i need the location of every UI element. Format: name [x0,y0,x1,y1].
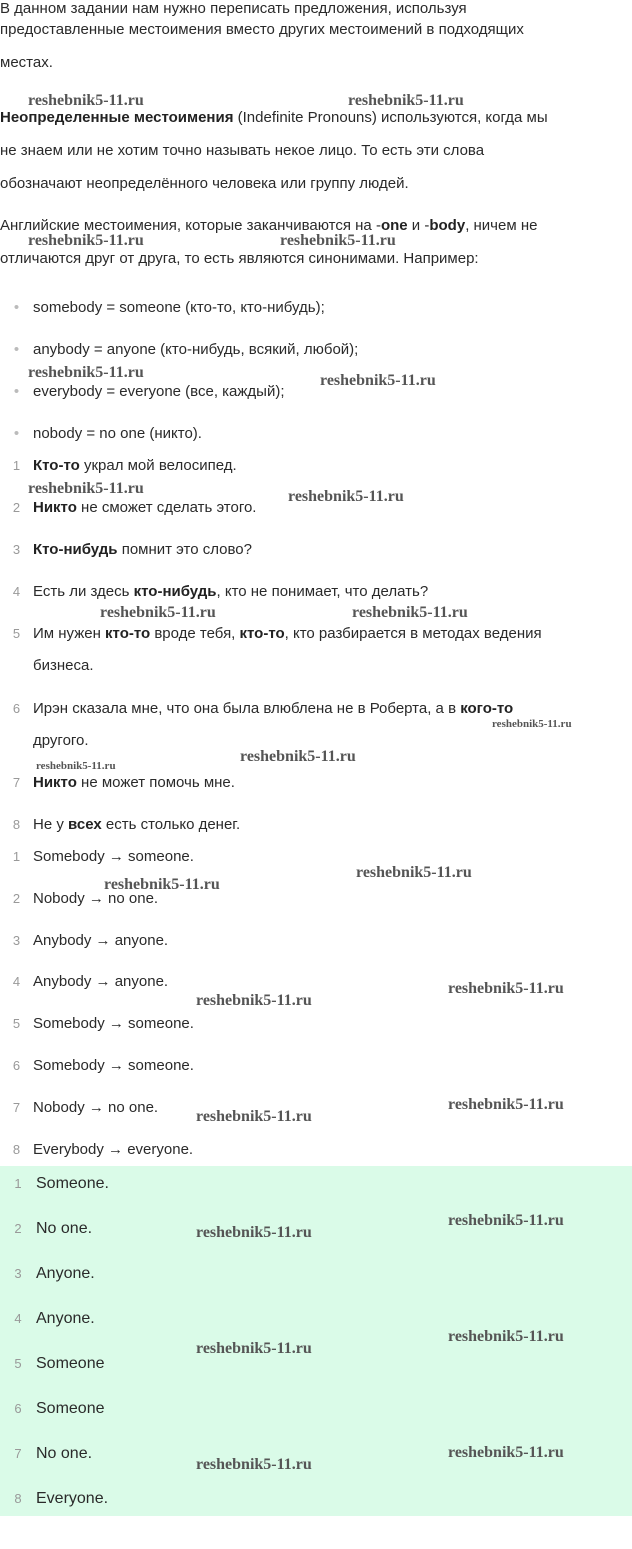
item-number: 2 [12,890,21,906]
suffix-one: one [380,217,408,234]
watermark: reshebnik5-11.ru [448,1444,564,1461]
answer-text: Everyone. [36,1490,109,1507]
bullet-icon: • [13,299,20,316]
replacement-item [0,1096,158,1120]
answer-text: No one. [36,1445,93,1462]
replacement-item [0,1138,193,1162]
answer-text: Someone [36,1400,105,1417]
text: , ничем не [465,217,538,234]
watermark: reshebnik5-11.ru [104,876,220,893]
watermark: reshebnik5-11.ru [280,232,396,249]
replacement-item [0,1012,194,1036]
replacement-item [0,929,168,953]
watermark: reshebnik5-11.ru [28,364,144,381]
bullet-item [0,422,202,446]
bullet-text: everybody = everyone (все, каждый); [33,383,285,400]
task-pronoun: Кто-нибудь [33,541,118,558]
task-item [0,771,235,795]
replacement-item [0,1054,194,1078]
watermark: reshebnik5-11.ru [492,718,572,730]
answer-item [0,1487,108,1511]
text: и - [407,217,430,234]
answer-item [0,1262,95,1286]
task-number: 1 [12,458,21,473]
task-pronoun: кто-то [105,625,151,642]
replacement-text: Anybody → anyone. [33,931,169,949]
item-number: 8 [14,1491,22,1506]
task-number: 2 [12,500,21,515]
text: Английские местоимения, которые заканчиваются на - [0,217,381,234]
intro-line-1: В данном задании нам нужно переписать предложения, используя [0,0,467,17]
task-item [0,697,513,721]
replacement-item [0,970,168,994]
task-text: Есть ли здесь [33,583,134,600]
watermark: reshebnik5-11.ru [320,372,436,389]
task-text: помнит это слово? [117,541,252,558]
watermark: reshebnik5-11.ru [196,992,312,1009]
item-number: 7 [14,1446,22,1461]
intro-line-2: предоставленные местоимения вместо других местоимений в подходящих [0,21,524,38]
item-number: 6 [12,1058,21,1073]
task-text: не может помочь мне. [76,774,235,791]
watermark: reshebnik5-11.ru [448,1212,564,1229]
replacement-text: Everybody → everyone. [33,1140,194,1158]
task-item [0,496,256,520]
answer-item [0,1217,92,1241]
task-text: , кто не понимает, что делать? [216,583,429,600]
watermark: reshebnik5-11.ru [196,1224,312,1241]
watermark: reshebnik5-11.ru [196,1108,312,1125]
item-number: 6 [14,1401,22,1416]
task-number: 8 [12,817,21,832]
task-number: 5 [12,626,21,641]
watermark: reshebnik5-11.ru [28,480,144,497]
term: Неопределенные местоимения [0,109,234,126]
bullet-item [0,296,325,320]
task-pronoun: Кто-то [33,457,80,474]
answer-item [0,1352,105,1376]
bullet-text: anybody = anyone (кто-нибудь, всякий, любой); [33,341,359,358]
task-continuation: бизнеса. [33,657,94,674]
answer-text: Anyone. [36,1265,95,1282]
task-number: 3 [12,542,21,557]
watermark: reshebnik5-11.ru [288,488,404,505]
item-number: 7 [12,1099,21,1115]
task-pronoun: кто-то [239,625,285,642]
item-number: 5 [12,1016,21,1032]
watermark: reshebnik5-11.ru [448,980,564,997]
watermark: reshebnik5-11.ru [448,1328,564,1345]
answer-text: Someone. [36,1175,109,1192]
watermark: reshebnik5-11.ru [240,748,356,765]
item-number: 5 [14,1356,22,1371]
task-continuation: другого. [33,732,89,749]
task-text: Ирэн сказала мне, что она была влюблена не в Роберта, а в [33,700,461,717]
task-item [0,538,252,562]
answer-text: Someone [36,1355,105,1372]
task-text: украл мой велосипед. [79,457,237,474]
bullet-item [0,380,285,404]
task-item [0,454,237,478]
watermark: reshebnik5-11.ru [356,864,472,881]
task-number: 7 [12,775,21,790]
bullet-icon: • [13,425,20,442]
watermark: reshebnik5-11.ru [448,1096,564,1113]
task-pronoun: Никто [33,499,77,516]
bullet-text: nobody = no one (никто). [33,425,202,442]
task-item [0,622,542,646]
task-text: , кто разбирается в методах ведения [284,625,542,642]
item-number: 1 [14,1176,22,1191]
suffix-body: body [429,217,466,234]
item-number: 3 [14,1266,22,1281]
answer-text: No one. [36,1220,93,1237]
bullet-text: somebody = someone (кто-то, кто-нибудь); [33,299,325,316]
bullet-icon: • [13,341,20,358]
bullet-icon: • [13,383,20,400]
replacement-text: Somebody → someone. [33,1057,194,1074]
replacement-text: Somebody → someone. [33,848,194,865]
item-number: 4 [14,1311,22,1326]
answer-item [0,1172,109,1196]
task-item [0,580,428,604]
task-text: есть столько денег. [101,816,241,833]
task-pronoun: всех [68,816,102,833]
task-text: не сможет сделать этого. [76,499,257,516]
task-pronoun: Никто [33,774,77,791]
replacement-text: Somebody → someone. [33,1015,194,1033]
task-pronoun: кого-то [460,700,514,717]
task-item [0,813,240,837]
definition-line-3: обозначают неопределённого человека или группу людей. [0,175,409,192]
watermark: reshebnik5-11.ru [352,604,468,621]
replacement-text: Nobody → no one. [33,889,159,907]
replacement-text: Nobody → no one. [33,1098,159,1116]
item-number: 2 [14,1221,22,1236]
watermark: reshebnik5-11.ru [196,1456,312,1473]
replacement-text: Anybody → anyone. [33,973,169,991]
task-text: Им нужен [33,625,106,642]
watermark: reshebnik5-11.ru [100,604,216,621]
intro-line-3: местах. [0,54,53,71]
watermark: reshebnik5-11.ru [36,760,116,772]
answer-text: Anyone. [36,1310,95,1327]
item-number: 3 [12,932,21,948]
synonym-line-2: отличаются друг от друга, то есть являются синонимами. Например: [0,250,479,267]
task-text: Не у [33,816,69,833]
bullet-item [0,338,358,362]
task-pronoun: кто-нибудь [133,583,217,600]
task-number: 4 [12,584,21,599]
item-number: 1 [12,849,21,864]
item-number: 4 [12,974,21,990]
task-text: вроде тебя, [150,625,240,642]
item-number: 8 [12,1141,21,1157]
answer-item [0,1307,95,1331]
watermark: reshebnik5-11.ru [28,232,144,249]
task-number: 6 [12,701,21,716]
watermark: reshebnik5-11.ru [28,92,144,109]
answer-item [0,1397,105,1421]
watermark: reshebnik5-11.ru [348,92,464,109]
text: (Indefinite Pronouns) используются, когда мы [233,109,548,126]
watermark: reshebnik5-11.ru [196,1340,312,1357]
replacement-item [0,845,194,869]
definition-line-2: не знаем или не хотим точно называть некое лицо. То есть эти слова [0,142,485,159]
answer-item [0,1442,92,1466]
